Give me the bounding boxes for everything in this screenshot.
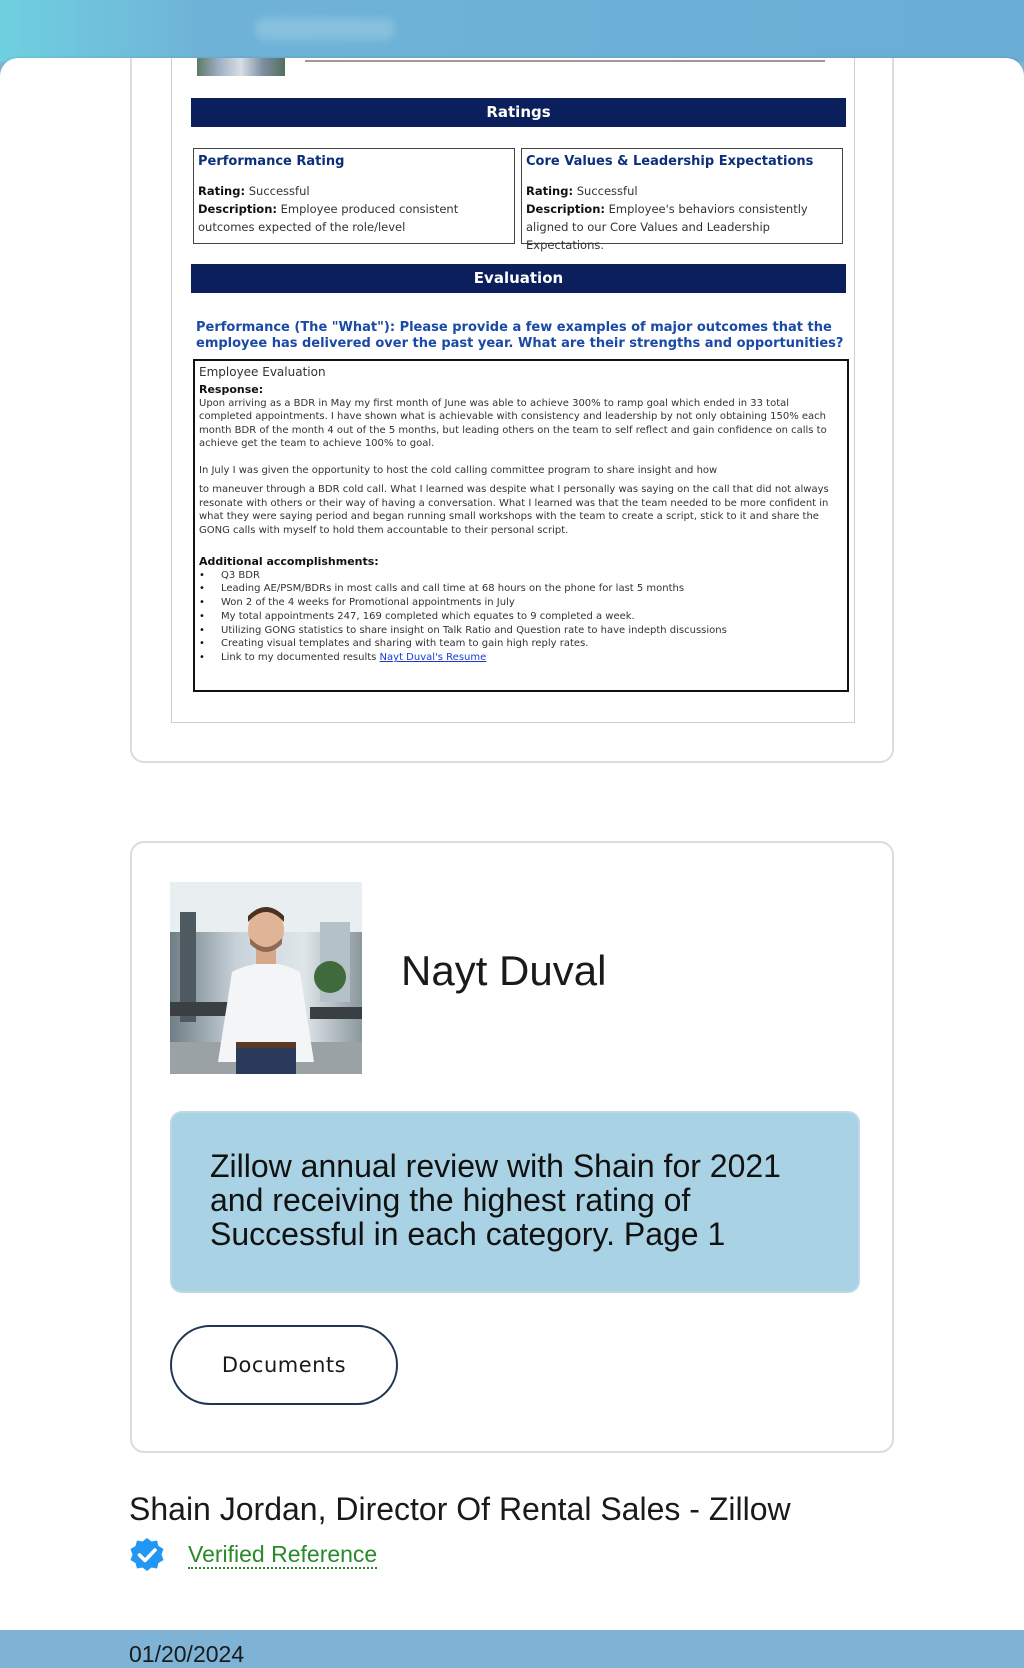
response-paragraph-2a: In July I was given the opportunity to host the cold calling committee program to share insight and how — [199, 464, 718, 476]
avatar — [170, 882, 362, 1074]
ratings-header: Ratings — [191, 98, 846, 127]
description-label: Description: — [526, 202, 605, 216]
profile-card — [130, 841, 894, 1453]
list-item — [199, 651, 843, 665]
content-sheet — [0, 58, 1024, 1667]
verified-reference-link[interactable]: Verified Reference — [188, 1541, 378, 1567]
employee-evaluation-box — [193, 359, 849, 692]
document-preview-card[interactable] — [130, 58, 894, 763]
avatar-photo — [170, 882, 362, 1074]
verified-reference-row — [129, 1537, 377, 1573]
document-photo-thumbnail — [197, 58, 285, 76]
blurred-title — [255, 18, 395, 40]
rating-value: Successful — [576, 184, 638, 198]
performance-rating-box — [193, 148, 515, 244]
evaluation-prompt: Performance (The "What"): Please provide a few examples of major outcomes that the employee has delivered over the past year. What are their strengths and opportunities? — [196, 320, 844, 351]
reference-date: 01/20/2024 — [129, 1641, 245, 1667]
resume-link[interactable]: Nayt Duval's Resume — [379, 652, 487, 664]
rating-label: Rating: — [198, 184, 246, 198]
response-paragraph-1: Upon arriving as a BDR in May my first month of June was able to achieve 300% to ramp goal which ended in 33 total completed appointments. I have shown what is achievable with consistency and leadership by not only obtaining 150% each month BDR of the month 4 out of the 5 months, but leading others on the team to self reflect and gain confidence on calls to achieve get the team to achieve 100% to goal. — [199, 397, 827, 449]
person-name: Nayt Duval — [401, 947, 607, 994]
list-item: • Utilizing GONG statistics to share insight on Talk Ratio and Question rate to have indepth discussions — [199, 624, 843, 638]
top-bar — [0, 0, 1024, 62]
performance-rating-heading: Performance Rating — [198, 154, 345, 169]
description-value: Employee's behaviors consistently aligned to our Core Values and Leadership Expectations. — [526, 202, 808, 252]
rating-label: Rating: — [526, 184, 574, 198]
list-item: • Q3 BDR — [199, 569, 843, 583]
review-document-page — [171, 58, 855, 723]
list-item: • Leading AE/PSM/BDRs in most calls and call time at 68 hours on the phone for last 5 months — [199, 582, 843, 596]
response-paragraph-2b: to maneuver through a BDR cold call. What I learned was despite what I personally was saying on the call that did not always resonate with others or their way of having a conversation. What I learned was that the team needed to be more confident in what they were saying period and began running small workshops with the team to create a script, stick to it and share the GONG calls with myself to hold them accountable to their personal script. — [199, 484, 829, 536]
list-item: • Creating visual templates and sharing with team to gain high reply rates. — [199, 637, 843, 651]
accomplishments-list — [199, 569, 843, 666]
list-item: • My total appointments 247, 169 completed which equates to 9 completed a week. — [199, 610, 843, 624]
response-label: Response: — [199, 383, 264, 396]
accomplishments-label: Additional accomplishments: — [199, 555, 379, 568]
reference-author: Shain Jordan, Director Of Rental Sales - Zillow — [129, 1491, 791, 1527]
core-values-rating-box — [521, 148, 843, 252]
description-value: Employee produced consistent outcomes expected of the role/level — [198, 202, 459, 234]
evaluation-box-title: Employee Evaluation — [199, 365, 326, 379]
divider — [305, 60, 825, 62]
verified-badge-icon — [129, 1537, 165, 1573]
core-values-heading: Core Values & Leadership Expectations — [526, 154, 814, 169]
review-summary: Zillow annual review with Shain for 2021 and receiving the highest rating of Successful in each category. Page 1 — [170, 1111, 860, 1293]
rating-value: Successful — [248, 184, 310, 198]
evaluation-header: Evaluation — [191, 264, 846, 293]
documents-button[interactable]: Documents — [170, 1325, 398, 1405]
list-item: • Won 2 of the 4 weeks for Promotional appointments in July — [199, 596, 843, 610]
description-label: Description: — [198, 202, 277, 216]
link-prefix: Link to my documented results — [221, 652, 377, 664]
